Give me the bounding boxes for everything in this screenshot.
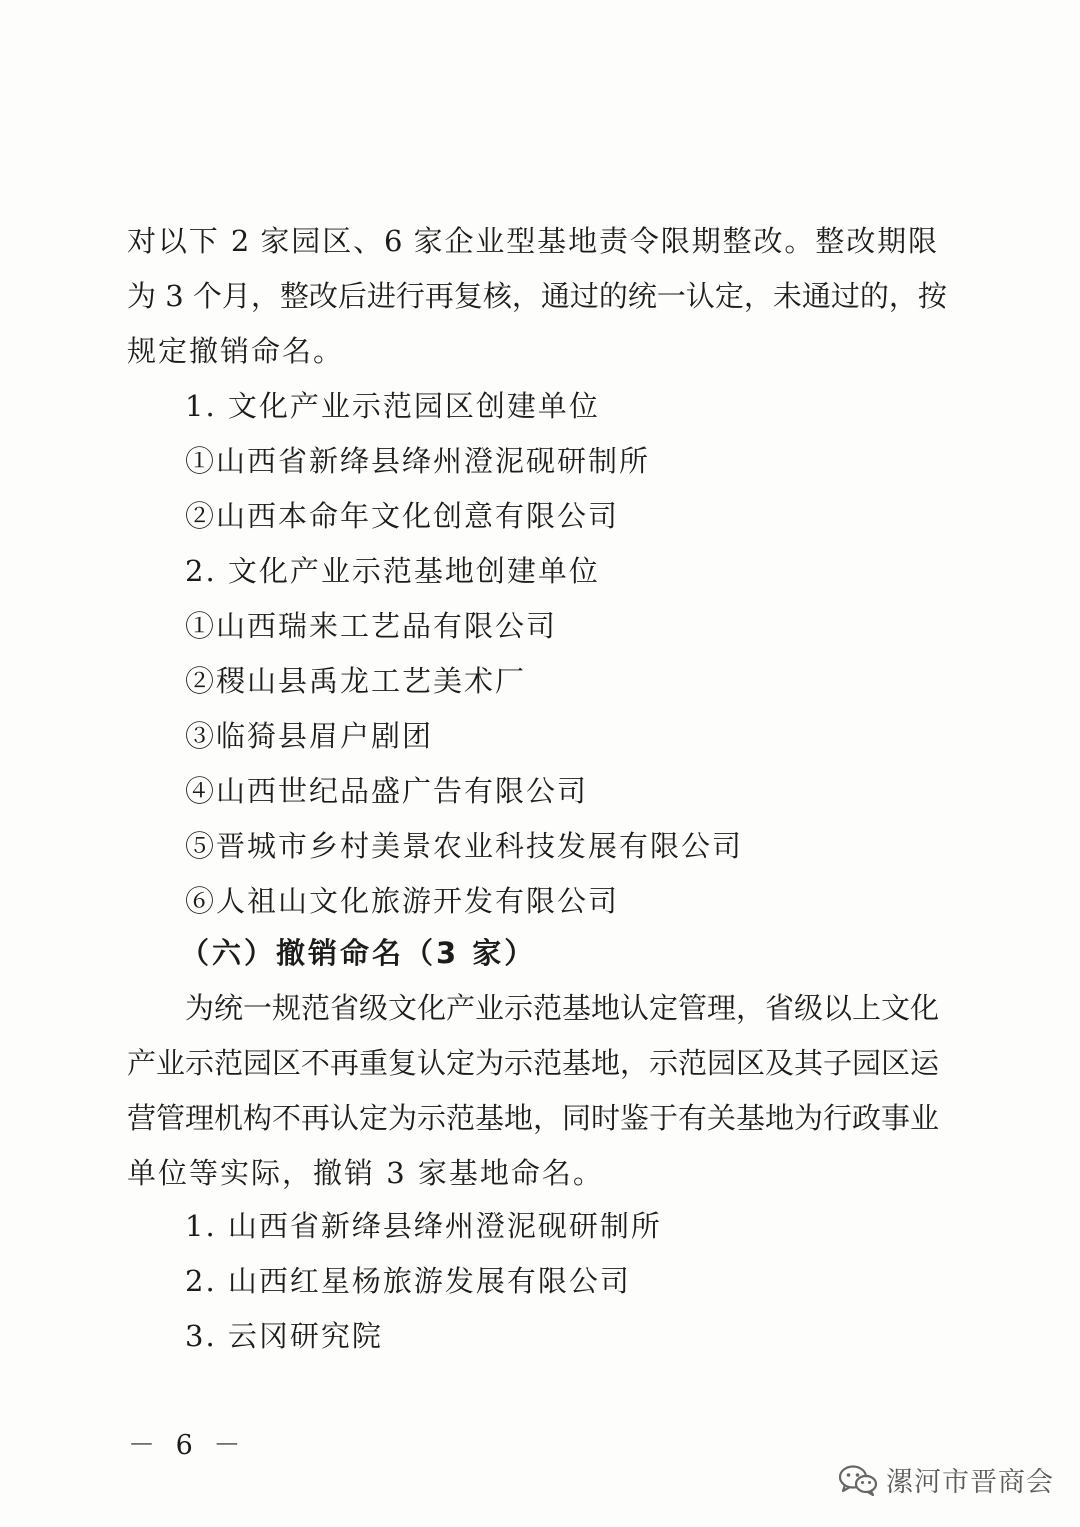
paragraph-2-line-1: 为统一规范省级文化产业示范基地认定管理，省级以上文化 (185, 991, 940, 1025)
paragraph-2-line-3: 营管理机构不再认定为示范基地，同时鉴于有关基地为行政事业 (127, 1101, 940, 1135)
wechat-icon (838, 1464, 878, 1496)
watermark-text: 漯河市晋商会 (886, 1467, 1054, 1498)
revoked-item: 1. 山西省新绛县绛州澄泥砚研制所 (185, 1209, 662, 1243)
paragraph-2-line-2: 产业示范园区不再重复认定为示范基地，示范园区及其子园区运 (127, 1046, 940, 1080)
section-2-item: ⑤晋城市乡村美景农业科技发展有限公司 (185, 829, 744, 863)
paragraph-2-line-4: 单位等实际，撤销 3 家基地命名。 (127, 1156, 604, 1190)
revoked-item: 3. 云冈研究院 (185, 1319, 383, 1353)
section-1-item: ①山西省新绛县绛州澄泥砚研制所 (185, 444, 651, 478)
revoked-item: 2. 山西红星杨旅游发展有限公司 (185, 1264, 631, 1298)
watermark (838, 1460, 1054, 1499)
paragraph-1-line-1: 对以下 2 家园区、6 家企业型基地责令限期整改。整改期限 (127, 224, 937, 258)
section-1-title: 1. 文化产业示范园区创建单位 (185, 389, 600, 423)
section-2-title: 2. 文化产业示范基地创建单位 (185, 554, 600, 588)
section-2-item: ①山西瑞来工艺品有限公司 (185, 609, 558, 643)
section-6-heading: （六）撤销命名（3 家） (180, 936, 537, 970)
section-2-item: ⑥人祖山文化旅游开发有限公司 (185, 884, 620, 918)
paragraph-1-line-3: 规定撤销命名。 (127, 334, 345, 368)
section-1-item: ②山西本命年文化创意有限公司 (185, 499, 620, 533)
section-2-item: ④山西世纪品盛广告有限公司 (185, 774, 589, 808)
section-2-item: ③临猗县眉户剧团 (185, 719, 434, 753)
page-number: － 6 － (128, 1430, 247, 1461)
paragraph-1-line-2: 为 3 个月，整改后进行再复核，通过的统一认定，未通过的，按 (127, 279, 947, 313)
section-2-item: ②稷山县禹龙工艺美术厂 (185, 664, 527, 698)
